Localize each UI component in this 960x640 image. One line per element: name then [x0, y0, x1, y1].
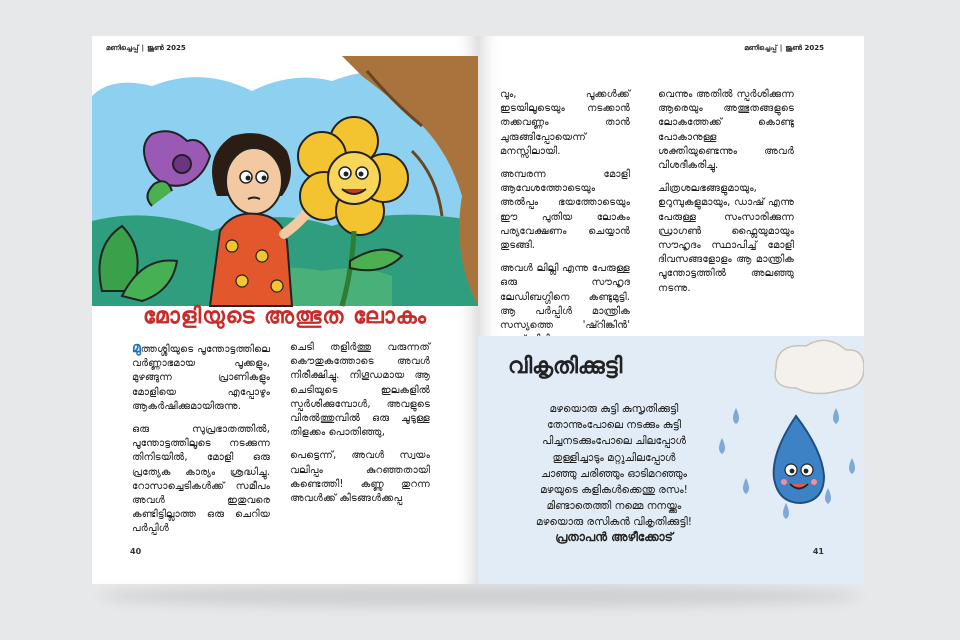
left-page	[92, 36, 478, 584]
book-shadow	[100, 585, 860, 607]
poem-line: മഴയൊരു കുട്ടി കുസൃതിക്കുട്ടി	[549, 403, 679, 415]
page-number: 40	[130, 547, 142, 556]
text-column-1	[132, 341, 270, 546]
drop-cap: മു	[132, 340, 141, 356]
story-illustration	[92, 56, 478, 341]
page-header: മണിച്ചെപ്പ് | ജൂൺ 2025	[744, 44, 824, 52]
poem-line: പിച്ചനടക്കും‌പോലെ ചിലപ്പോൾ	[542, 435, 686, 448]
magazine-name: മണിച്ചെപ്പ്	[744, 44, 777, 52]
right-page	[478, 36, 864, 584]
paragraph: ഒരു സുപ്രഭാതത്തിൽ, പൂന്തോട്ടത്തിലൂടെ നടക്കുന്ന തിനിടയിൽ, മോളി ഒരു പ്രത്യേക കാര്യം ശ്രദ്ധിച്ചു. റോസാച്ചെടികൾക്ക് സമീപം അവൾ ഇതുവരെ കണ്ടിട്ടില്ലാത്ത ഒരു ചെറിയ പർപ്പിൾ	[132, 424, 270, 535]
poem-line: തോന്നുംപോലെ നടക്കും കുട്ടി	[546, 419, 682, 432]
text-column-3	[500, 88, 630, 356]
magazine-name: മണിച്ചെപ്പ്	[106, 44, 139, 52]
story-title: മോളിയുടെ അത്ഭുത ലോകം	[143, 304, 427, 329]
poem-line: തുള്ളിച്ചാടും മറ്റുചിലപ്പോൾ	[552, 451, 676, 464]
paragraph: അമ്പരന്ന മോളി ആവേശത്തോടെയും അൽപ്പം ഭയത്തോടെയും ഈ പുതിയ ലോകം പര്യവേക്ഷണം ചെയ്യാൻ തുടങ്ങി.	[500, 169, 630, 252]
poem-title: വികൃതിക്കുട്ടി	[508, 354, 623, 379]
paragraph: മുത്തശ്ശിയുടെ പൂന്തോട്ടത്തിലെ വർണ്ണാഭമായ പൂക്കളും, മുഴങ്ങുന്ന പ്രാണികളും മോളിയെ എപ്പോഴും ആകർഷിക്കുമായിരുന്നു.	[132, 340, 270, 412]
text-column-4	[658, 88, 794, 305]
paragraph: വെന്നും അതിൽ സ്പർശിക്കുന്ന ആരെയും അത്ഭുതങ്ങളുടെ ലോകത്തേക്ക് കൊണ്ടു പോകാനുള്ള ശക്തിയുണ്ടെന്നും അവർ വിശദീകരിച്ചു.	[658, 89, 794, 172]
paragraph: ചെടി തളിർത്തു വരുന്നത് കൌതുകത്തോടെ അവൾ നിരീക്ഷിച്ചു. നിഗൂഡമായ ആ ചെടിയുടെ ഇലകളിൽ സ്പർശിക്കുമ്പോൾ, അവളുടെ വിരൽത്തുമ്പിൽ ഒരു ചൂടുള്ള തിളക്കം പൊതിഞ്ഞു,	[290, 342, 430, 439]
raindrop-illustration	[716, 338, 864, 528]
poem-lines	[498, 401, 730, 531]
poem-line: മിണ്ടാതെത്തി നമ്മെ നനയ്ക്കും	[546, 500, 682, 513]
poem-line: മഴയുടെ കളികൾക്കെന്തു രസം!	[540, 484, 688, 497]
issue-date: ജൂൺ 2025	[785, 44, 824, 52]
paragraph: അവൾ ലില്ലി എന്നു പേരുള്ള ഒരു സൗഹൃദ ലേഡിബഗ്ഗിനെ കണ്ടുമുട്ടി. ആ പർപ്പിൾ മാന്ത്രിക സസ്യത്തെ 'ഷ്റിങ്കിൻ'	[500, 263, 630, 332]
page-number: 41	[812, 547, 824, 556]
issue-date: ജൂൺ 2025	[147, 44, 186, 52]
poem-line: മഴയൊരു രസികൻ വികൃതിക്കുട്ടി!	[536, 516, 692, 529]
text-column-2	[290, 341, 430, 515]
paragraph: പെട്ടെന്ന്, അവൾ സ്വയം വലിപ്പം കുറഞ്ഞതായി കണ്ടെത്തി! കണ്ണു തുറന്ന അവൾക്ക് കിടങ്ങൾക്കപ്പ	[290, 450, 430, 505]
poet-name: പ്രതാപൻ അഴീക്കോട്	[555, 530, 673, 544]
page-header: മണിച്ചെപ്പ് | ജൂൺ 2025	[106, 44, 186, 52]
paragraph: വും, പൂക്കൾക്ക് ഇടയിലൂടെയും നടക്കാൻ തക്കവണ്ണം താൻ ചുരുങ്ങിപ്പോയെന്ന് മനസ്സിലായി.	[500, 89, 630, 157]
paragraph: ചിത്രശലഭങ്ങളുമായും, ഉറുമ്പുകളുമായും, ഡാഷ് എന്നു പേരുള്ള സംസാരിക്കുന്ന ഡ്രാഗൺ ഫ്ലൈയുമായും സൗഹൃദം സ്ഥാപിച്ച് മോളി ദിവസങ്ങളോളം ആ മാന്ത്രിക പൂന്തോട്ടത്തിൽ അലഞ്ഞു നടന്നു.	[658, 183, 794, 294]
poem-line: ചാഞ്ഞു ചരിഞ്ഞും ഓടിമറഞ്ഞും	[540, 467, 688, 480]
